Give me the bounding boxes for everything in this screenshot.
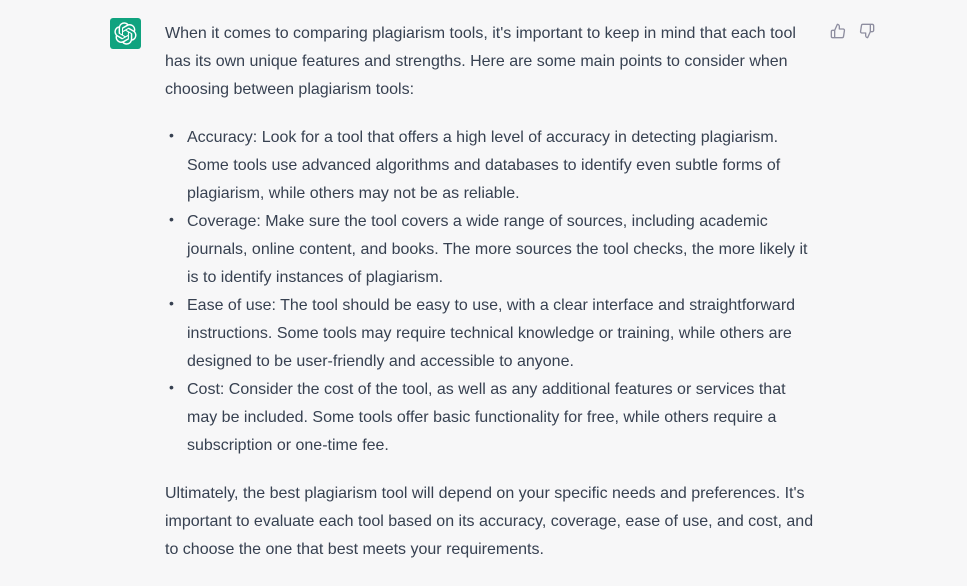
thumbs-up-icon [830, 23, 846, 39]
thumbs-up-button[interactable] [829, 22, 846, 39]
list-item-text: Accuracy: Look for a tool that offers a high level of accuracy in detecting plagiarism. Some tools use advanced algorithms and databases to identify even subtle forms of plagiarism, while others may not be as reliable. [187, 129, 781, 202]
list-item-text: Cost: Consider the cost of the tool, as well as any additional features or services that may be included. Some tools offer basic functionality for free, while others require a subscription or one-time fee. [187, 381, 786, 454]
list-item-text: Coverage: Make sure the tool covers a wide range of sources, including academic journals, online content, and books. The more sources the tool checks, the more likely it is to identify instances of plagiarism. [187, 213, 808, 286]
thumbs-down-button[interactable] [858, 22, 875, 39]
list-item [165, 124, 815, 208]
conclusion-paragraph: Ultimately, the best plagiarism tool will depend on your specific needs and preferences. It's important to evaluate each tool based on its accuracy, coverage, ease of use, and cost, and to choose the one that best meets your requirements. [165, 485, 814, 558]
intro-paragraph: When it comes to comparing plagiarism tools, it's important to keep in mind that each tool has its own unique features and strengths. Here are some main points to consider when choosing between plagiarism tools: [165, 25, 796, 98]
feedback-controls [829, 22, 875, 39]
list-item [165, 376, 815, 460]
bullet: • [169, 211, 174, 227]
list-item-text: Ease of use: The tool should be easy to use, with a clear interface and straightforward instructions. Some tools may require technical knowledge or training, while others are designed to be user-friendly and accessible to anyone. [187, 297, 796, 370]
bullet: • [169, 295, 174, 311]
bullet: • [169, 127, 174, 143]
thumbs-down-icon [859, 23, 875, 39]
openai-logo-icon [114, 22, 137, 45]
list-item [165, 292, 815, 376]
bullet: • [169, 379, 174, 395]
message-content [165, 20, 815, 564]
list-item [165, 208, 815, 292]
points-list [165, 124, 815, 460]
assistant-avatar [110, 18, 141, 49]
